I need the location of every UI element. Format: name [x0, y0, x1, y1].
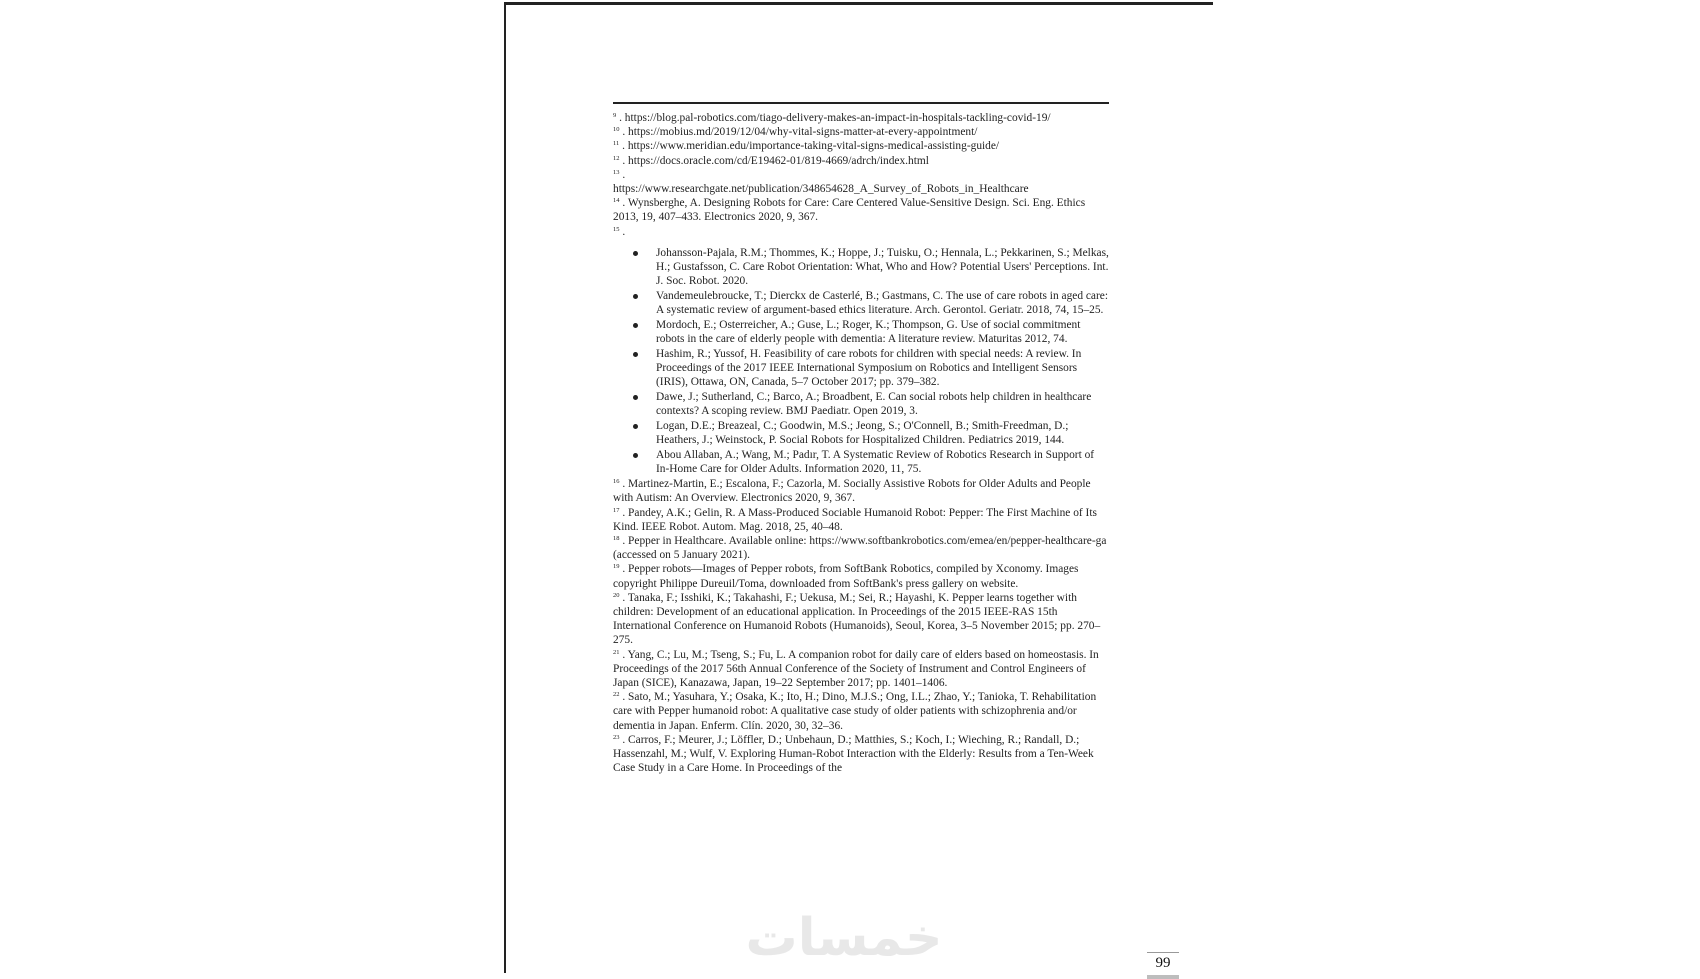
footnote-number: 22 — [613, 691, 620, 699]
bullet-icon — [633, 395, 638, 400]
watermark-logo: خمسات — [745, 908, 943, 968]
footnote-text: . https://mobius.md/2019/12/04/why-vital-signs-matter-at-every-appointment/ — [622, 126, 978, 139]
footnote-text: . Yang, C.; Lu, M.; Tseng, S.; Fu, L. A companion robot for daily care of elders based on homeostasis. In Proceedings of the 2017 56th Annual Conference of the Society of Instrument and Control Engineers of Japan (SICE), Kanazawa, Japan, 19–22 September 2017; pp. 1401–1406. — [613, 648, 1099, 690]
footnote-text: . Sato, M.; Yasuhara, Y.; Osaka, K.; Ito, H.; Dino, M.J.S.; Ong, I.L.; Zhao, Y.; Tanioka, T. Rehabilitation care with Pepper humanoid robot: A qualitative case study of older patients with schizophrenia and/or dementia in Japan. Enferm. Clín. 2020, 30, 32–36. — [613, 691, 1097, 732]
footnote-text: . Martinez-Martin, E.; Escalona, F.; Cazorla, M. Socially Assistive Robots for Older Adults and People with Autism: An Overview. Electronics 2020, 9, 367. — [613, 478, 1091, 505]
footnote-number: 19 — [613, 563, 620, 571]
reference-list-item — [656, 289, 1109, 317]
footnote-14 — [613, 196, 1109, 224]
reference-list-item — [656, 390, 1109, 418]
bullet-icon — [633, 323, 638, 328]
reference-list-item — [656, 347, 1109, 390]
bullet-icon — [633, 294, 638, 299]
footnote-number: 9 — [613, 112, 617, 119]
reference-list-item — [656, 318, 1109, 346]
footnote-22 — [613, 690, 1109, 733]
reference-text: Vandemeulebroucke, T.; Dierckx de Casterlé, B.; Gastmans, C. The use of care robots in aged care: A systematic review of argument-based ethics literature. Arch. Gerontol. Geriatr. 2018, 74, 15–25. — [656, 290, 1108, 317]
footnote-12 — [613, 154, 1109, 168]
footnote-text: . https://www.meridian.edu/importance-taking-vital-signs-medical-assisting-guide/ — [622, 140, 1000, 153]
footnote-10 — [613, 125, 1109, 139]
footnote-text: . https://docs.oracle.com/cd/E19462-01/819-4669/adrch/index.html — [622, 154, 929, 167]
footnote-20 — [613, 591, 1109, 648]
footnote-16 — [613, 477, 1109, 505]
footnotes-top — [613, 111, 1109, 239]
reference-text: Mordoch, E.; Osterreicher, A.; Guse, L.; Roger, K.; Thompson, G. Use of social commitment robots in the care of elderly people with dementia: A literature review. Maturitas 2012, 74. — [656, 319, 1081, 346]
footnote-text: . Pepper in Healthcare. Available online: https://www.softbankrobotics.com/emea/en/pepper-healthcare-ga (accessed on 5 January 2021). — [613, 535, 1107, 562]
footnote-text: . Pandey, A.K.; Gelin, R. A Mass-Produced Sociable Humanoid Robot: Pepper: The First Machine of Its Kind. IEEE Robot. Autom. Mag. 2018, 25, 40–48. — [613, 506, 1097, 533]
footnote-number: 23 — [613, 733, 620, 741]
footnotes-section — [613, 102, 1109, 776]
footnote-text: . — [622, 168, 626, 181]
footnotes-bottom — [613, 477, 1109, 775]
footnote-number: 10 — [613, 126, 620, 134]
footnote-number: 11 — [613, 140, 620, 148]
footnote-13 — [613, 168, 1109, 182]
reference-text: Logan, D.E.; Breazeal, C.; Goodwin, M.S.; Jeong, S.; O'Connell, B.; Smith-Freedman, D.; Heathers, J.; Weinstock, P. Social Robots for Hospitalized Children. Pediatrics 2019, 144. — [656, 420, 1069, 447]
footnote-number: 20 — [613, 591, 620, 599]
footnote-text: . Tanaka, F.; Isshiki, K.; Takahashi, F.; Uekusa, M.; Sei, R.; Hayashi, K. Pepper learns together with children: Development of an educational application. In Proceedings of the 2015 IEEE-RAS 15th International Conference on Humanoid Robots (Humanoids), Seoul, Korea, 3–5 November 2015; pp. 270–275. — [613, 591, 1101, 647]
footnote-number: 21 — [613, 648, 620, 656]
bullet-icon — [633, 424, 638, 429]
footnote-19 — [613, 562, 1109, 590]
reference-text: Dawe, J.; Sutherland, C.; Barco, A.; Broadbent, E. Can social robots help children in healthcare contexts? A scoping review. BMJ Paediatr. Open 2019, 3. — [656, 391, 1092, 418]
bullet-icon — [633, 352, 638, 357]
reference-text: Hashim, R.; Yussof, H. Feasibility of care robots for children with special needs: A review. In Proceedings of the 2017 IEEE International Symposium on Robotics and Intelligent Sensors (IRIS), Ottawa, ON, Canada, 5–7 October 2017; pp. 379–382. — [656, 348, 1082, 389]
footnote-number: 13 — [613, 168, 620, 176]
footnote-cont — [613, 182, 1109, 196]
footnote-number: 16 — [613, 478, 620, 486]
page-number: 99 — [1147, 952, 1179, 979]
reference-list-item — [656, 246, 1109, 289]
footnote-text: https://www.researchgate.net/publication/348654628_A_Survey_of_Robots_in_Healthcare — [613, 183, 1029, 196]
footnote-9 — [613, 111, 1109, 125]
reference-list-item — [656, 419, 1109, 447]
footnote-18 — [613, 534, 1109, 562]
footnote-number: 17 — [613, 506, 620, 514]
footnote-17 — [613, 506, 1109, 534]
footnote-number: 12 — [613, 154, 620, 162]
footnote-15 — [613, 225, 1109, 239]
footnote-number: 18 — [613, 535, 620, 543]
footnote-text: . https://blog.pal-robotics.com/tiago-delivery-makes-an-impact-in-hospitals-tackling-covid-19/ — [619, 112, 1051, 124]
footnote-15-reference-list — [613, 246, 1109, 477]
footnote-text: . Pepper robots—Images of Pepper robots, from SoftBank Robotics, compiled by Xconomy. Images copyright Philippe Dureuil/Toma, downloaded from SoftBank's press gallery on website. — [613, 563, 1079, 590]
bullet-icon — [633, 251, 638, 256]
reference-list-item — [656, 448, 1109, 476]
reference-text: Johansson-Pajala, R.M.; Thommes, K.; Hoppe, J.; Tuisku, O.; Hennala, L.; Pekkarinen, S.; Melkas, H.; Gustafsson, C. Care Robot Orientation: What, Who and How? Potential Users' Perceptions. Int. J. Soc. Robot. 2020. — [656, 246, 1109, 288]
footnote-text: . — [622, 225, 626, 238]
footnote-text: . Carros, F.; Meurer, J.; Löffler, D.; Unbehaun, D.; Matthies, S.; Koch, I.; Wieching, R.; Randall, D.; Hassenzahl, M.; Wulf, V. Exploring Human-Robot Interaction with the Elderly: Results from a Ten-Week Case Study in a Care Home. In Proceedings of the — [613, 733, 1094, 775]
footnote-number: 15 — [613, 225, 620, 233]
footnote-23 — [613, 733, 1109, 776]
footnote-text: . Wynsberghe, A. Designing Robots for Care: Care Centered Value-Sensitive Design. Sci. Eng. Ethics 2013, 19, 407–433. Electronics 2020, 9, 367. — [613, 197, 1086, 224]
footnote-number: 14 — [613, 197, 620, 205]
footnote-21 — [613, 648, 1109, 691]
reference-text: Abou Allaban, A.; Wang, M.; Padır, T. A Systematic Review of Robotics Research in Support of In-Home Care for Older Adults. Information 2020, 11, 75. — [656, 449, 1095, 476]
footnote-11 — [613, 139, 1109, 153]
bullet-icon — [633, 453, 638, 458]
document-page — [504, 2, 1213, 973]
